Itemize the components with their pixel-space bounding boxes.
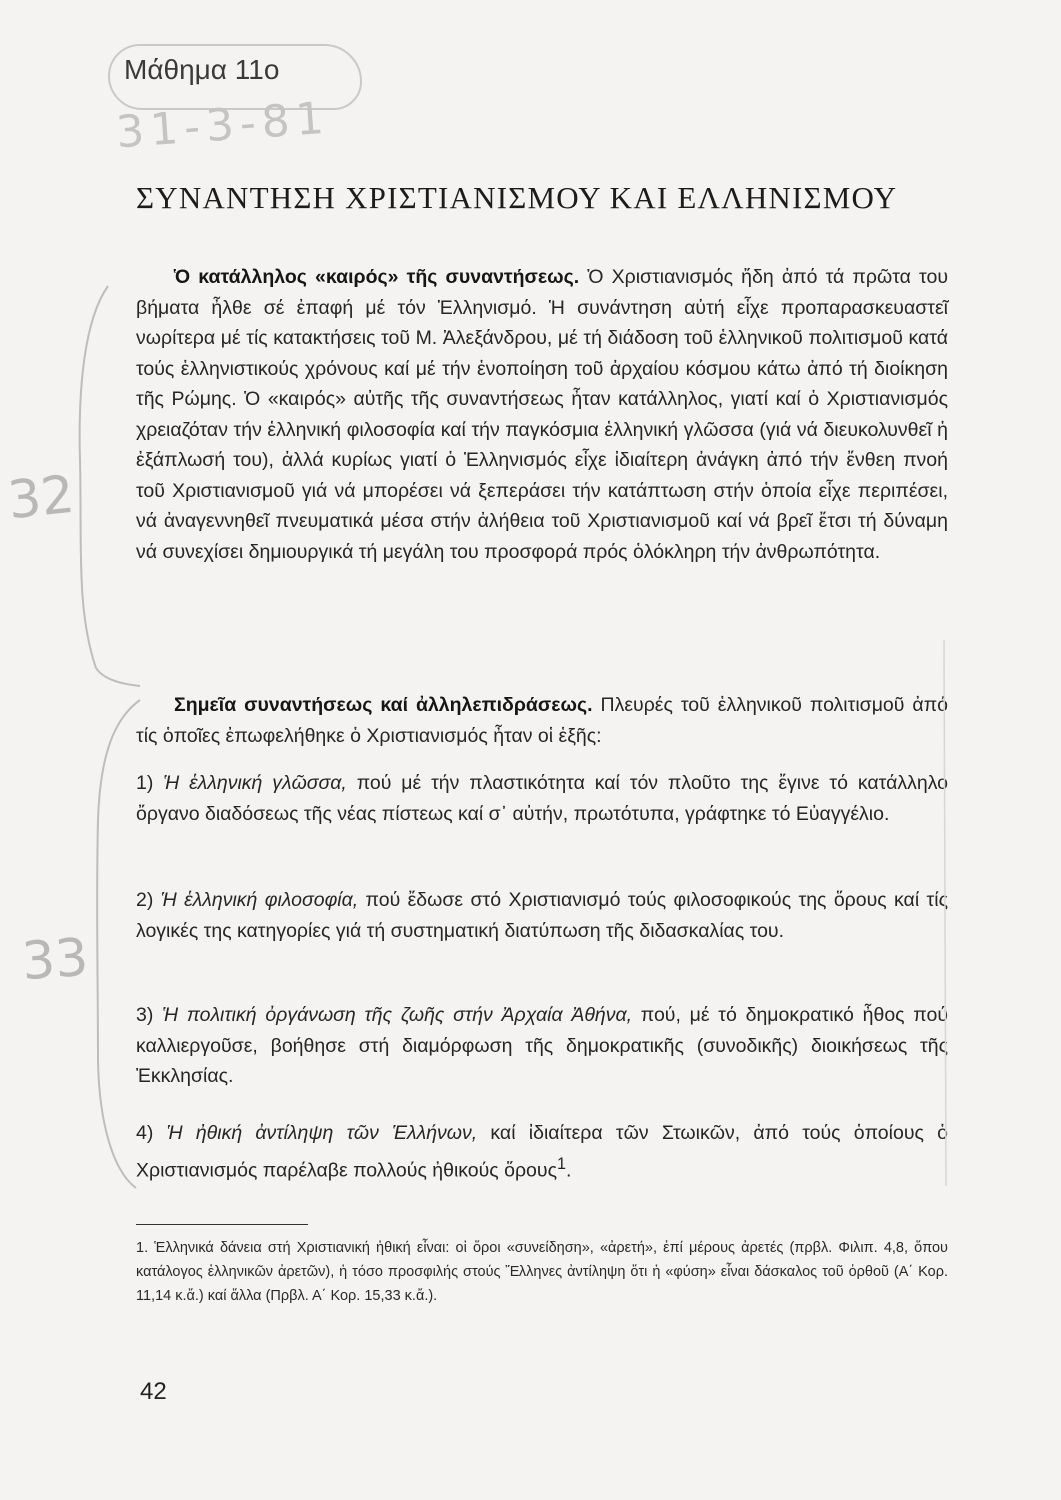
pencil-rule-right — [944, 640, 946, 1186]
list-item-text: καί ἰδιαίτερα τῶν Στωικῶν, ἀπό τούς ὁποίους ὁ Χριστιανισμός παρέλαβε πολλούς ἠθικούς ὅρους — [136, 1122, 948, 1181]
lesson-label: Μάθημα 11ο — [124, 54, 280, 85]
list-item: 4) Ἡ ἠθική ἀντίληψη τῶν Ἑλλήνων, καί ἰδιαίτερα τῶν Στωικῶν, ἀπό τούς ὁποίους ὁ Χριστιανισμός παρέλαβε πολλούς ἠθικούς ὅρους$^1$. — [136, 1122, 948, 1181]
pencil-bracket-2 — [97, 700, 140, 1188]
pencil-bracket-1 — [80, 286, 140, 686]
page-number: 42 — [140, 1378, 167, 1405]
section-1-body: Ὁ Χριστιανισμός ἤδη ἀπό τά πρῶτα του βήματα ἦλθε σέ ἐπαφή μέ τόν Ἑλληνισμό. Ἡ συνάντηση αὐτή εἶχε προπαρασκευαστεῖ νωρίτερα μέ τίς κατακτήσεις τοῦ Μ. Ἀλεξάνδρου, μέ τή διάδοση τοῦ ἑλληνικοῦ πολιτισμοῦ κατά τούς ἑλληνιστικούς χρόνους καί μέ τήν ἑνοποίηση τοῦ ἀρχαίου κόσμου κάτω ἀπό τή διοίκηση τῆς Ρώμης. Ὁ «καιρός» αὐτῆς τῆς συναντήσεως ἦταν κατάλληλος, γιατί καί ὁ Χριστιανισμός χρειαζόταν τήν ἑλληνική φιλοσοφία καί τήν παγκόσμια ἑλληνική γλῶσσα (γιά νά διευκολυνθεῖ ἡ ἐξάπλωσή του), ἀλλά κυρίως γιατί ὁ Ἑλληνισμός εἶχε ἰδιαίτερη ἀνάγκη ἀπό τήν ἔνθεη πνοή τοῦ Χριστιανισμοῦ γιά νά μπορέσει νά ξεπεράσει τήν κατάπτωση στήν ὁποία εἶχε περιπέσει, νά ἀναγεννηθεῖ πνευματικά μέσα στήν ἀλήθεια τοῦ Χριστιανισμοῦ καί νά βρεῖ ἔτσι τή δύναμη νά συνεχίσει δημιουργικά τή μεγάλη του προσφορά πρός ὁλόκληρη τήν ἀνθρωπότητα. — [136, 266, 948, 563]
footnote: 1. Ἑλληνικά δάνεια στή Χριστιανική ἠθική εἶναι: οἱ ὅροι «συνείδηση», «ἀρετή», ἐπί μέρους ἀρετές (πρβλ. Φιλιπ. 4,8, ὅπου κατάλογος ἑλληνικῶν ἀρετῶν), ἡ τόσο προσφιλής στούς Ἕλληνες ἀντίληψη ὅτι ἡ «φύση» εἶναι δάσκαλος τοῦ ὀρθοῦ (Α΄ Κορ. 11,14 κ.ἄ.) καί ἄλλα (Πρβλ. Α΄ Κορ. 15,33 κ.ἄ.). — [136, 1240, 948, 1304]
list-item-text: πού μέ τήν πλαστικότητα καί τόν πλοῦτο της ἔγινε τό κατάλληλο ὄργανο διαδόσεως τῆς νέας πίστεως καί σ᾽ αὐτήν, πρωτότυπα, γράφτηκε τό Εὐαγγέλιο. — [136, 772, 948, 825]
list-item-number: 1) — [136, 772, 154, 794]
margin-note: 33 — [19, 927, 91, 993]
section-2-intro: Πλευρές τοῦ ἑλληνικοῦ πολιτισμοῦ ἀπό τίς ὁποῖες ἐπωφελήθηκε ὁ Χριστιανισμός ἦταν οἱ ἑξῆς: — [136, 694, 948, 747]
handwritten-date: 31-3-81 — [114, 92, 332, 159]
list-item-term: Ἡ πολιτική ὀργάνωση τῆς ζωῆς στήν Ἀρχαία Ἀθήνα, — [162, 1004, 633, 1026]
list-item-number: 4) — [136, 1122, 154, 1144]
list-item-number: 2) — [136, 889, 154, 911]
list-item-term: Ἡ ἠθική ἀντίληψη τῶν Ἑλλήνων, — [166, 1122, 478, 1144]
list-item-number: 3) — [136, 1004, 154, 1026]
list-item-term: Ἡ ἑλληνική γλῶσσα, — [163, 772, 347, 794]
footnote-reference[interactable]: 1 — [556, 1154, 567, 1173]
section-2-heading: Σημεῖα συναντήσεως καί ἀλληλεπιδράσεως. — [174, 694, 593, 716]
list-item-text: πού, μέ τό δημοκρατικό ἦθος πού καλλιεργοῦσε, βοήθησε στή διαμόρφωση τῆς δημοκρατικῆς (συνοδικῆς) διοικήσεως τῆς Ἐκκλησίας. — [136, 1004, 948, 1087]
list-item-term: Ἡ ἑλληνική φιλοσοφία, — [160, 889, 359, 911]
margin-note: 32 — [5, 464, 78, 532]
page-title: ΣΥΝΑΝΤΗΣΗ ΧΡΙΣΤΙΑΝΙΣΜΟΥ ΚΑΙ ΕΛΛΗΝΙΣΜΟΥ — [136, 180, 898, 215]
list-item-text: πού ἔδωσε στό Χριστιανισμό τούς φιλοσοφικούς της ὅρους καί τίς λογικές της κατηγορίες γιά τή συστηματική διατύπωση τῆς διδασκαλίας του. — [136, 889, 948, 942]
section-1-heading: Ὁ κατάλληλος «καιρός» τῆς συναντήσεως. — [174, 266, 580, 288]
